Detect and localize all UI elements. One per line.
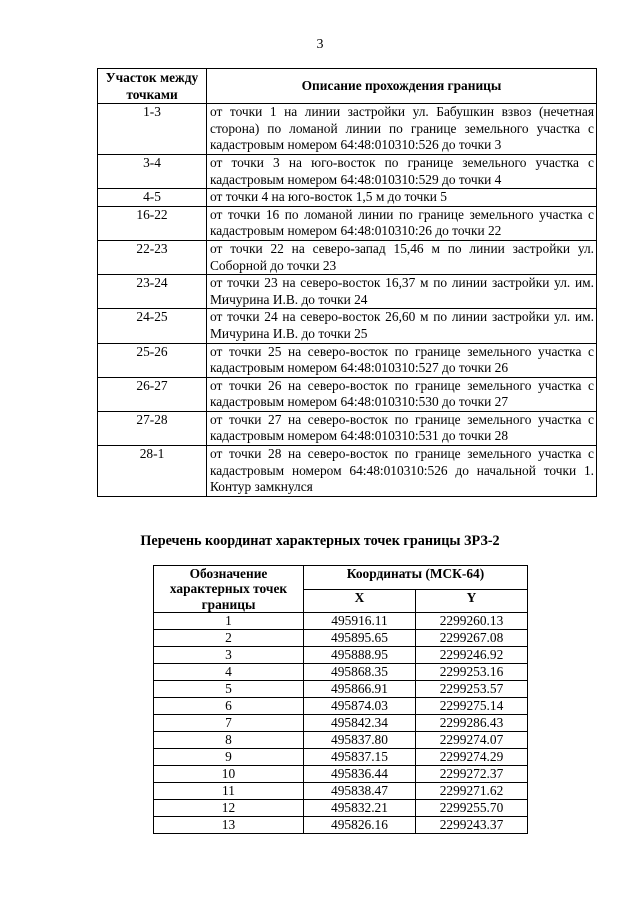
description-cell: от точки 28 на северо-восток по границе земельного участка с кадастровым номером 64:48:010310:526 до начальной точки 1. Контур замкнулся <box>207 446 597 497</box>
table-row <box>154 698 528 715</box>
point-cell: 4 <box>154 664 304 681</box>
coordinates-group-header: Координаты (МСК-64) <box>304 566 528 590</box>
x-coordinate-cell: 495866.91 <box>304 681 416 698</box>
x-coordinate-cell: 495826.16 <box>304 817 416 834</box>
point-cell: 1 <box>154 613 304 630</box>
point-cell: 13 <box>154 817 304 834</box>
x-coordinate-cell: 495888.95 <box>304 647 416 664</box>
y-coordinate-cell: 2299275.14 <box>416 698 528 715</box>
x-coordinate-cell: 495916.11 <box>304 613 416 630</box>
table-row <box>154 732 528 749</box>
table-row <box>154 664 528 681</box>
point-cell: 12 <box>154 800 304 817</box>
x-coordinate-cell: 495895.65 <box>304 630 416 647</box>
table-row <box>154 766 528 783</box>
coordinates-table-body <box>154 613 528 834</box>
table-header-row <box>154 566 528 590</box>
description-cell: от точки 26 на северо-восток по границе земельного участка с кадастровым номером 64:48:010310:530 до точки 27 <box>207 377 597 411</box>
segment-cell: 3-4 <box>98 154 207 188</box>
segment-cell: 22-23 <box>98 240 207 274</box>
point-cell: 7 <box>154 715 304 732</box>
description-cell: от точки 16 по ломаной линии по границе земельного участка с кадастровым номером 64:48:010310:26 до точки 22 <box>207 206 597 240</box>
point-cell: 8 <box>154 732 304 749</box>
y-coordinate-cell: 2299267.08 <box>416 630 528 647</box>
boundary-description-table <box>97 68 597 497</box>
y-coordinate-cell: 2299274.07 <box>416 732 528 749</box>
y-coordinate-cell: 2299271.62 <box>416 783 528 800</box>
y-coordinate-cell: 2299253.16 <box>416 664 528 681</box>
y-coordinate-cell: 2299253.57 <box>416 681 528 698</box>
table-row <box>154 630 528 647</box>
table-row <box>154 613 528 630</box>
table-row <box>154 681 528 698</box>
point-cell: 2 <box>154 630 304 647</box>
table-row <box>98 446 597 497</box>
table-row <box>98 343 597 377</box>
description-cell: от точки 22 на северо-запад 15,46 м по линии застройки ул. Соборной до точки 23 <box>207 240 597 274</box>
y-coordinate-cell: 2299246.92 <box>416 647 528 664</box>
y-coordinate-cell: 2299255.70 <box>416 800 528 817</box>
description-cell: от точки 27 на северо-восток по границе земельного участка с кадастровым номером 64:48:010310:531 до точки 28 <box>207 411 597 445</box>
x-coordinate-cell: 495837.15 <box>304 749 416 766</box>
y-coordinate-cell: 2299286.43 <box>416 715 528 732</box>
table-row <box>154 647 528 664</box>
point-column-header: Обозначение характерных точек границы <box>154 566 304 613</box>
segment-cell: 24-25 <box>98 309 207 343</box>
description-cell: от точки 23 на северо-восток 16,37 м по линии застройки ул. им. Мичурина И.В. до точки 24 <box>207 275 597 309</box>
x-coordinate-cell: 495837.80 <box>304 732 416 749</box>
table-row <box>98 275 597 309</box>
segment-cell: 16-22 <box>98 206 207 240</box>
page-number: 3 <box>316 37 324 52</box>
y-coordinate-cell: 2299272.37 <box>416 766 528 783</box>
segment-cell: 25-26 <box>98 343 207 377</box>
segment-cell: 28-1 <box>98 446 207 497</box>
x-coordinate-cell: 495842.34 <box>304 715 416 732</box>
table-row <box>154 783 528 800</box>
x-coordinate-cell: 495874.03 <box>304 698 416 715</box>
segment-cell: 4-5 <box>98 189 207 207</box>
table-header-row <box>98 69 597 104</box>
x-coordinate-cell: 495836.44 <box>304 766 416 783</box>
table-row <box>98 309 597 343</box>
x-coordinate-cell: 495832.21 <box>304 800 416 817</box>
segment-cell: 1-3 <box>98 104 207 155</box>
table-row <box>98 154 597 188</box>
table-row <box>98 104 597 155</box>
segment-cell: 23-24 <box>98 275 207 309</box>
point-cell: 6 <box>154 698 304 715</box>
description-cell: от точки 1 на линии застройки ул. Бабушкин взвоз (нечетная сторона) по ломаной линии по границе земельного участка с кадастровым номером 64:48:010310:526 до точки 3 <box>207 104 597 155</box>
table-row <box>98 411 597 445</box>
segment-cell: 26-27 <box>98 377 207 411</box>
point-cell: 11 <box>154 783 304 800</box>
point-cell: 9 <box>154 749 304 766</box>
description-cell: от точки 25 на северо-восток по границе земельного участка с кадастровым номером 64:48:010310:527 до точки 26 <box>207 343 597 377</box>
coordinates-table <box>153 565 528 834</box>
table-row <box>98 189 597 207</box>
table-row <box>154 800 528 817</box>
point-cell: 3 <box>154 647 304 664</box>
boundary-table-body <box>98 104 597 497</box>
description-cell: от точки 24 на северо-восток 26,60 м по линии застройки ул. им. Мичурина И.В. до точки 25 <box>207 309 597 343</box>
x-coordinate-cell: 495868.35 <box>304 664 416 681</box>
table-row <box>154 715 528 732</box>
description-column-header: Описание прохождения границы <box>207 69 597 104</box>
description-cell: от точки 4 на юго-восток 1,5 м до точки 5 <box>207 189 597 207</box>
y-coordinate-cell: 2299274.29 <box>416 749 528 766</box>
table-row <box>98 240 597 274</box>
point-cell: 10 <box>154 766 304 783</box>
coordinates-heading: Перечень координат характерных точек границы ЗРЗ-2 <box>140 533 500 549</box>
segment-cell: 27-28 <box>98 411 207 445</box>
y-coordinate-cell: 2299260.13 <box>416 613 528 630</box>
y-column-header: Y <box>416 589 528 613</box>
x-column-header: X <box>304 589 416 613</box>
y-coordinate-cell: 2299243.37 <box>416 817 528 834</box>
table-row <box>98 377 597 411</box>
x-coordinate-cell: 495838.47 <box>304 783 416 800</box>
description-cell: от точки 3 на юго-восток по границе земельного участка с кадастровым номером 64:48:010310:529 до точки 4 <box>207 154 597 188</box>
point-cell: 5 <box>154 681 304 698</box>
table-row <box>98 206 597 240</box>
table-row <box>154 817 528 834</box>
segment-column-header: Участок между точками <box>98 69 207 104</box>
table-row <box>154 749 528 766</box>
